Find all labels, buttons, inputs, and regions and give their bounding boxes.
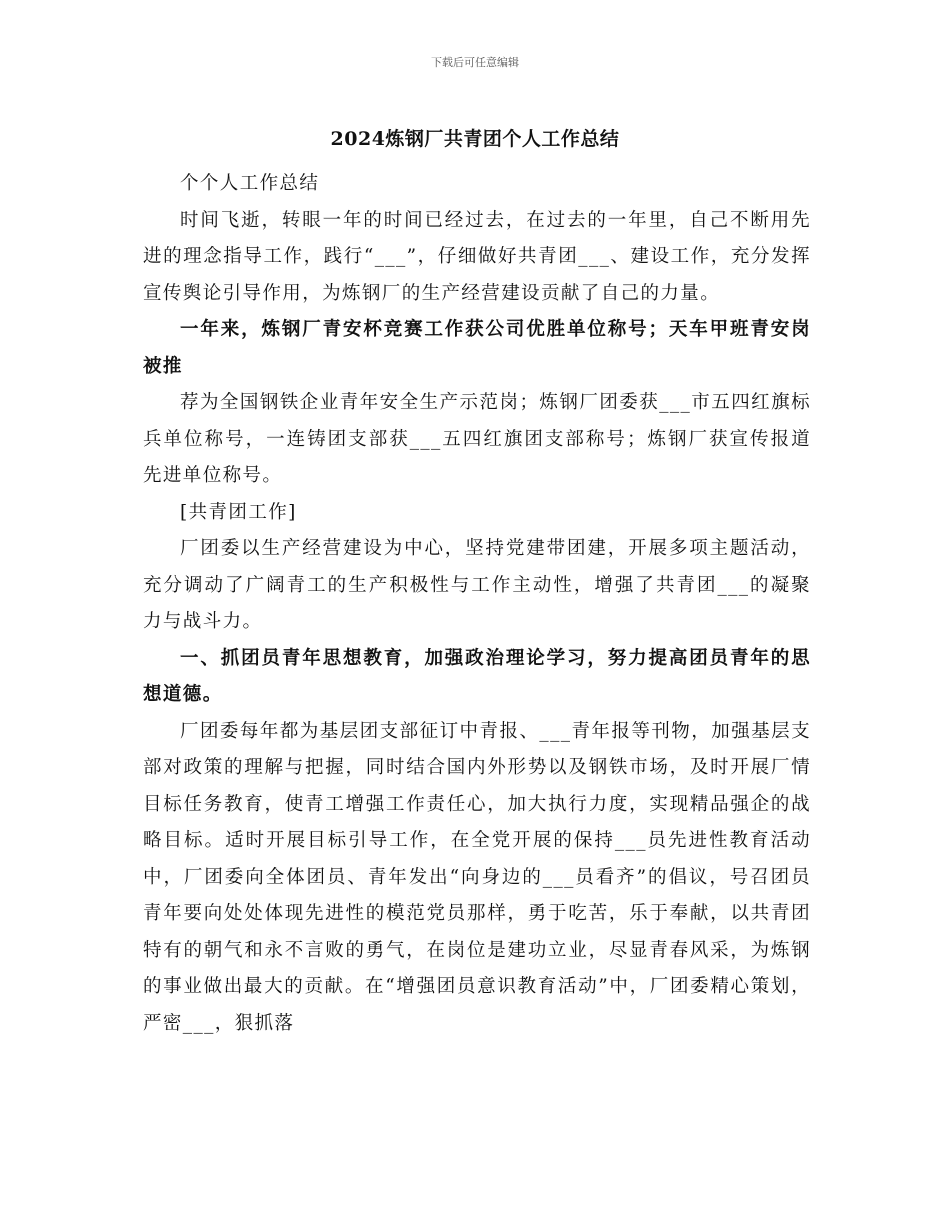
paragraph: 时间飞逝，转眼一年的时间已经过去，在过去的一年里，自己不断用先进的理念指导工作，践行“___”，仔细做好共青团___、建设工作，充分发挥宣传舆论引导作用，为炼钢厂的生产经营建设贡献了自己的力量。 — [143, 209, 811, 304]
bold-paragraph: 一年来，炼钢厂青安杯竞赛工作获公司优胜单位称号；天车甲班青安岗被推 — [143, 319, 811, 377]
document-title: 2024炼钢厂共青团个人工作总结 — [330, 128, 620, 150]
paragraph: 厂团委以生产经营建设为中心，坚持党建带团建，开展多项主题活动，充分调动了广阔青工的生产积极性与工作主动性，增强了共青团___的凝聚力与战斗力。 — [143, 538, 811, 632]
paragraph: 个个人工作总结 — [180, 173, 320, 194]
paragraph: 荐为全国钢铁企业青年安全生产示范岗；炼钢厂团委获___市五四红旗标兵单位称号，一连铸团支部获___五四红旗团支部称号；炼钢厂获宣传报道先进单位称号。 — [143, 392, 811, 486]
paragraph: 厂团委每年都为基层团支部征订中青报、___青年报等刊物，加强基层支部对政策的理解与把握，同时结合国内外形势以及钢铁市场，及时开展厂情目标任务教育，使青工增强工作责任心，加大执行力度，实现精品强企的战略目标。适时开展目标引导工作，在全党开展的保持___员先进性教育活动中，厂团委向全体团员、青年发出“向身边的___员看齐”的倡议，号召团员青年要向处处体现先进性的模范党员那样，勇于吃苦，乐于奉献，以共青团特有的朝气和永不言败的勇气，在岗位是建功立业，尽显青春风采，为炼钢的事业做出最大的贡献。在“增强团员意识教育活动”中，厂团委精心策划，严密___，狠抓落 — [143, 720, 811, 1034]
document-body — [143, 166, 811, 1042]
section-heading: 一、抓团员青年思想教育，加强政治理论学习，努力提高团员青年的思想道德。 — [143, 647, 811, 705]
section-label: [共青团工作] — [180, 501, 297, 523]
header-note: 下载后可任意编辑 — [431, 56, 519, 69]
